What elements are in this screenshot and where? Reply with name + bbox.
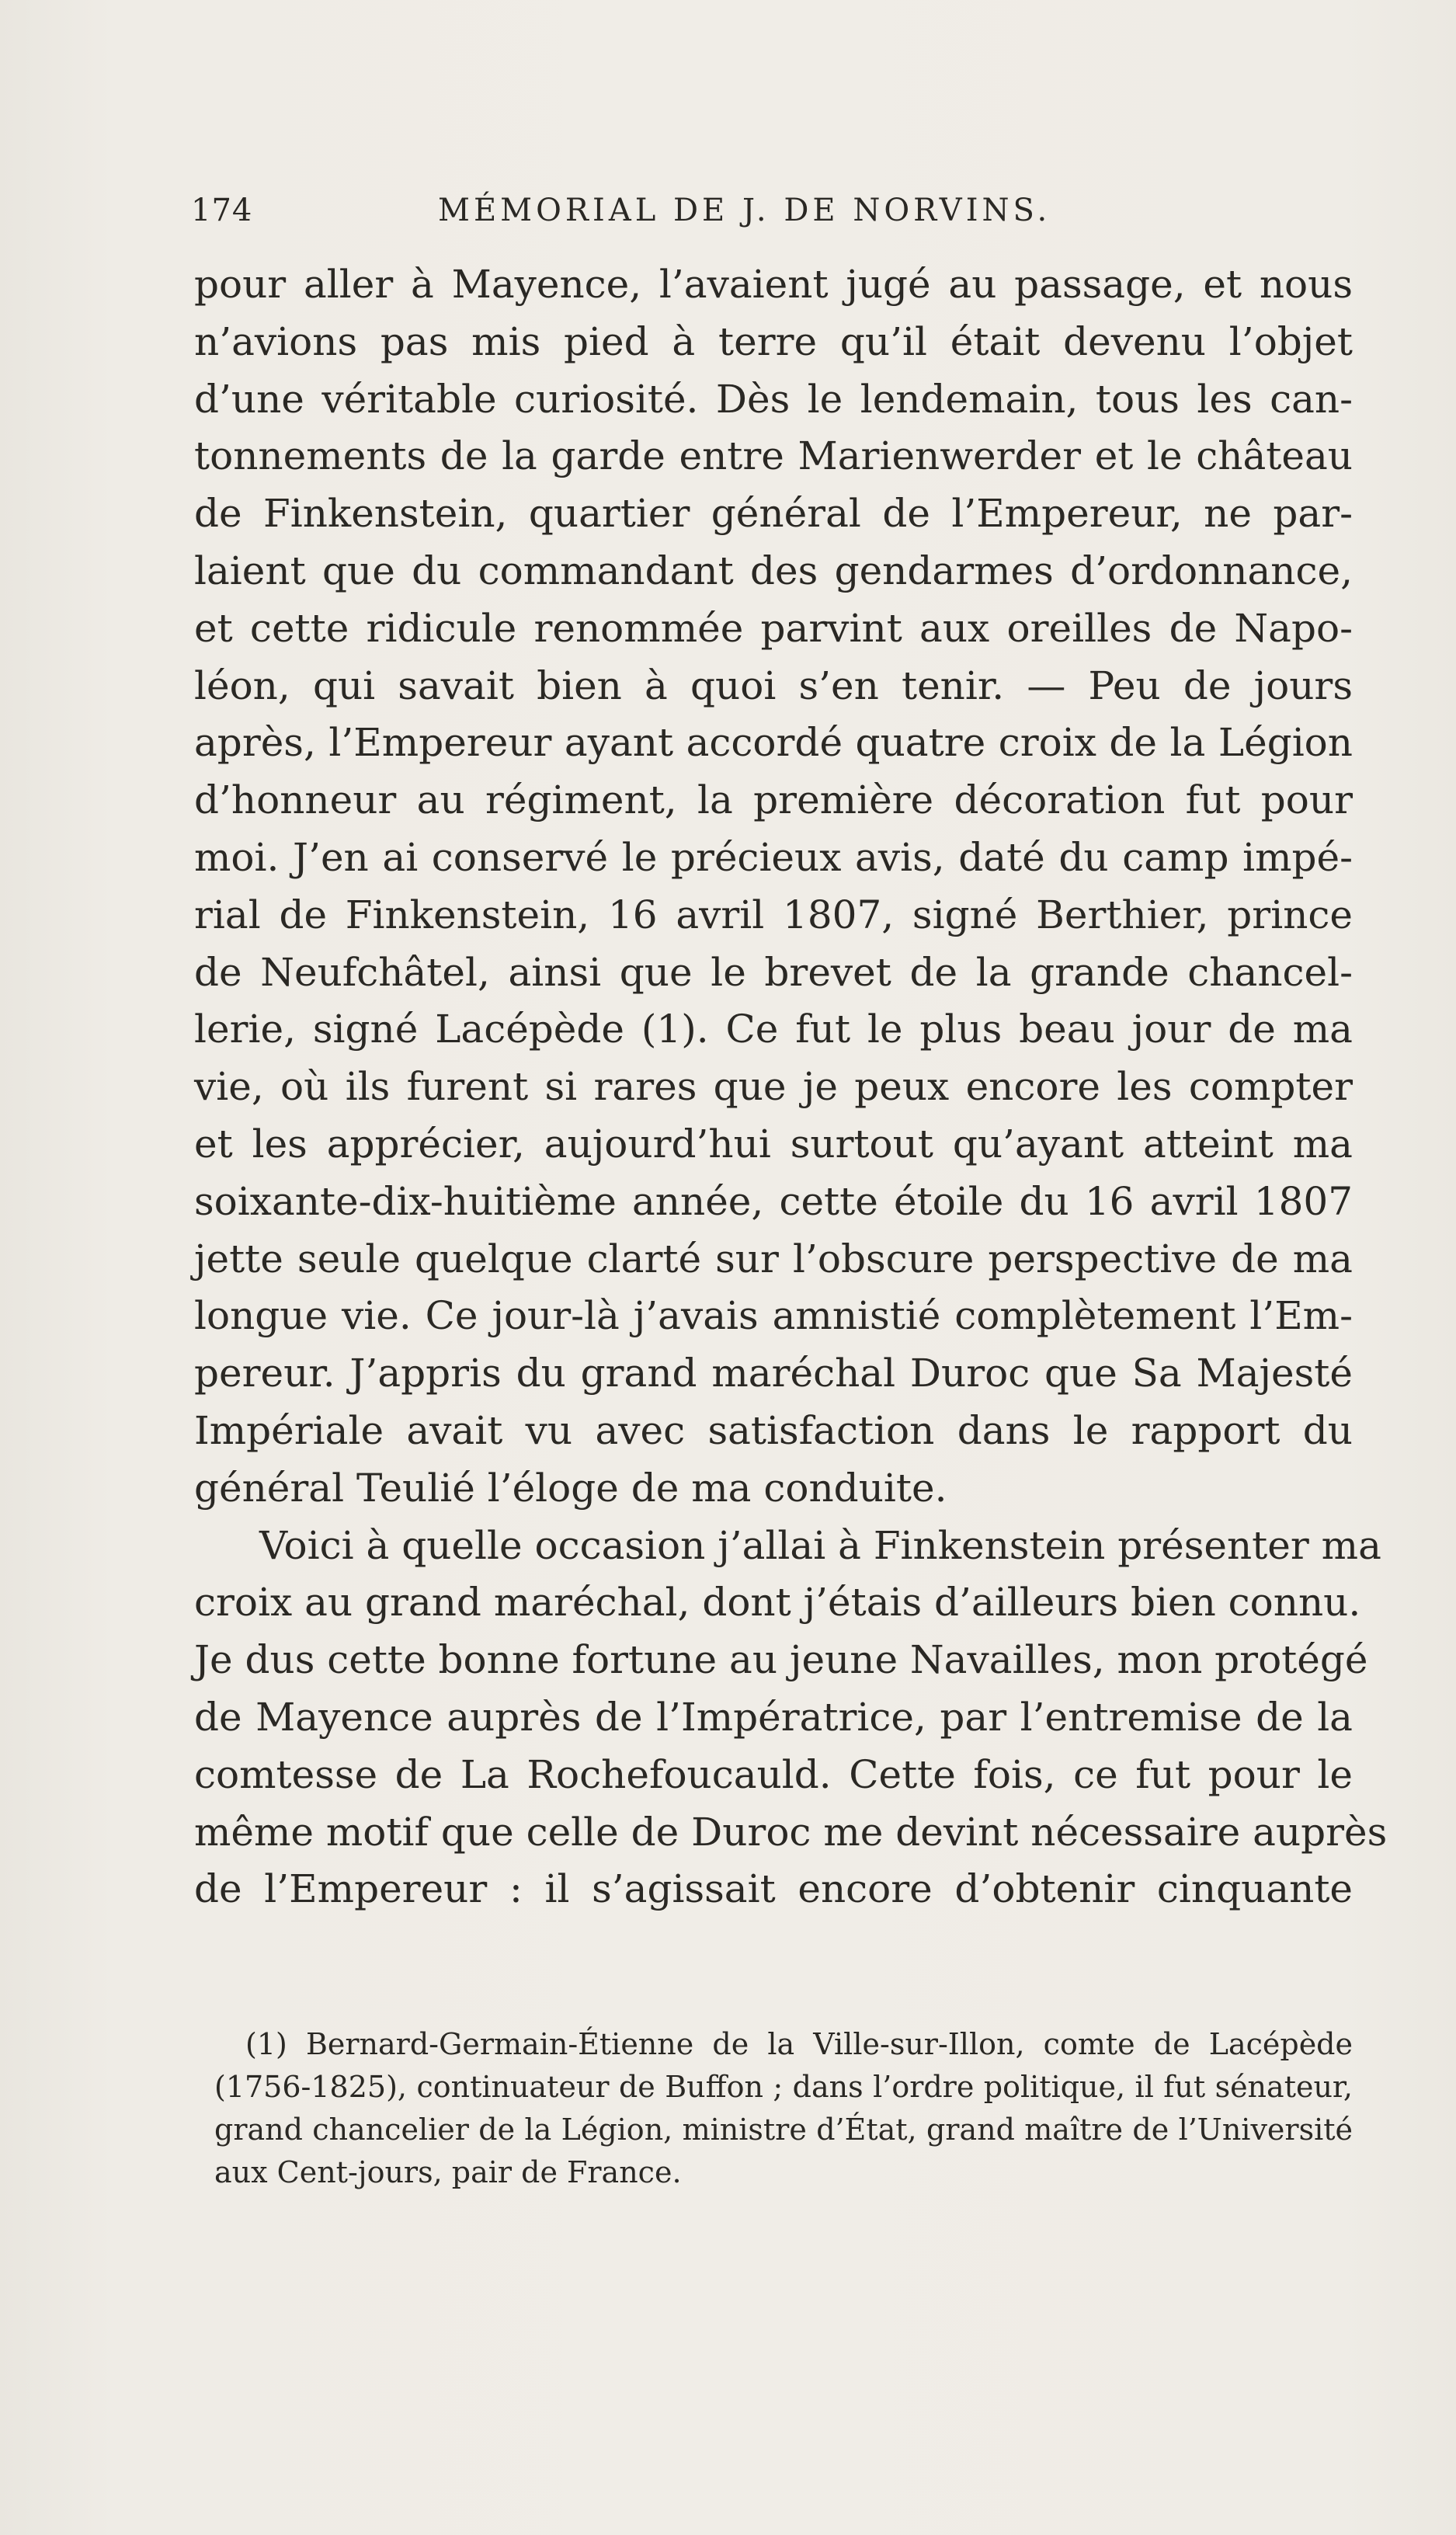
text-line: et les apprécier, aujourd’hui surtout qu’ayant atteint ma [194, 1121, 1353, 1167]
footnote [214, 2023, 1353, 2194]
text-line: de Mayence auprès de l’Impératrice, par l’entremise de la [194, 1694, 1353, 1740]
main-text [194, 256, 1388, 1918]
footnote-line: aux Cent-jours, pair de France. [214, 2155, 682, 2189]
page-header [191, 193, 1353, 239]
footnote-line: grand chancelier de la Légion, ministre d’État, grand maître de l’Université [214, 2112, 1353, 2147]
text-line: même motif que celle de Duroc me devint nécessaire auprès [194, 1809, 1388, 1855]
text-line: vie, où ils furent si rares que je peux encore les compter [194, 1064, 1353, 1110]
text-line: longue vie. Ce jour-là j’avais amnistié complètement l’Em- [194, 1293, 1353, 1339]
text-line: rial de Finkenstein, 16 avril 1807, signé Berthier, prince [194, 892, 1353, 937]
paragraph-start-line: Voici à quelle occasion j’allai à Finkenstein présenter ma [259, 1522, 1381, 1568]
text-line: de Finkenstein, quartier général de l’Empereur, ne par- [194, 491, 1353, 537]
text-line: après, l’Empereur ayant accordé quatre croix de la Légion [194, 720, 1353, 766]
text-line: Impériale avait vu avec satisfaction dans le rapport du [194, 1407, 1353, 1453]
text-line: moi. J’en ai conservé le précieux avis, daté du camp impé- [194, 834, 1353, 880]
text-line: d’honneur au régiment, la première décoration fut pour [194, 777, 1353, 823]
paragraph-end-line: général Teulié l’éloge de ma conduite. [194, 1465, 947, 1511]
text-line: pour aller à Mayence, l’avaient jugé au passage, et nous [194, 262, 1353, 307]
text-line: léon, qui savait bien à quoi s’en tenir. — Peu de jours [194, 662, 1353, 708]
footnote-line: (1) Bernard-Germain-Étienne de la Ville-sur-Illon, comte de Lacépède [245, 2027, 1353, 2061]
text-line: de l’Empereur : il s’agissait encore d’obtenir cinquante [194, 1866, 1353, 1912]
text-line: soixante-dix-huitième année, cette étoile du 16 avril 1807 [194, 1178, 1353, 1224]
text-line: n’avions pas mis pied à terre qu’il était devenu l’objet [194, 318, 1353, 364]
footnote-line: (1756-1825), continuateur de Buffon ; dans l’ordre politique, il fut sénateur, [214, 2070, 1353, 2104]
running-title: MÉMORIAL DE J. DE NORVINS. [438, 193, 1051, 228]
text-line: Je dus cette bonne fortune au jeune Navailles, mon protégé [194, 1637, 1368, 1683]
text-line: et cette ridicule renommée parvint aux oreilles de Napo- [194, 605, 1353, 651]
text-line: jette seule quelque clarté sur l’obscure perspective de ma [194, 1236, 1353, 1281]
text-line: laient que du commandant des gendarmes d’ordonnance, [194, 548, 1353, 593]
text-line: pereur. J’appris du grand maréchal Duroc que Sa Majesté [194, 1351, 1353, 1396]
text-line: de Neufchâtel, ainsi que le brevet de la grande chancel- [194, 949, 1353, 995]
text-line: d’une véritable curiosité. Dès le lendemain, tous les can- [194, 376, 1353, 422]
text-line: tonnements de la garde entre Marienwerder et le château [194, 433, 1353, 479]
text-line: croix au grand maréchal, dont j’étais d’ailleurs bien connu. [194, 1580, 1361, 1626]
text-line: lerie, signé Lacépède (1). Ce fut le plus beau jour de ma [194, 1007, 1353, 1052]
page-number: 174 [191, 193, 253, 228]
text-line: comtesse de La Rochefoucauld. Cette fois, ce fut pour le [194, 1751, 1353, 1797]
